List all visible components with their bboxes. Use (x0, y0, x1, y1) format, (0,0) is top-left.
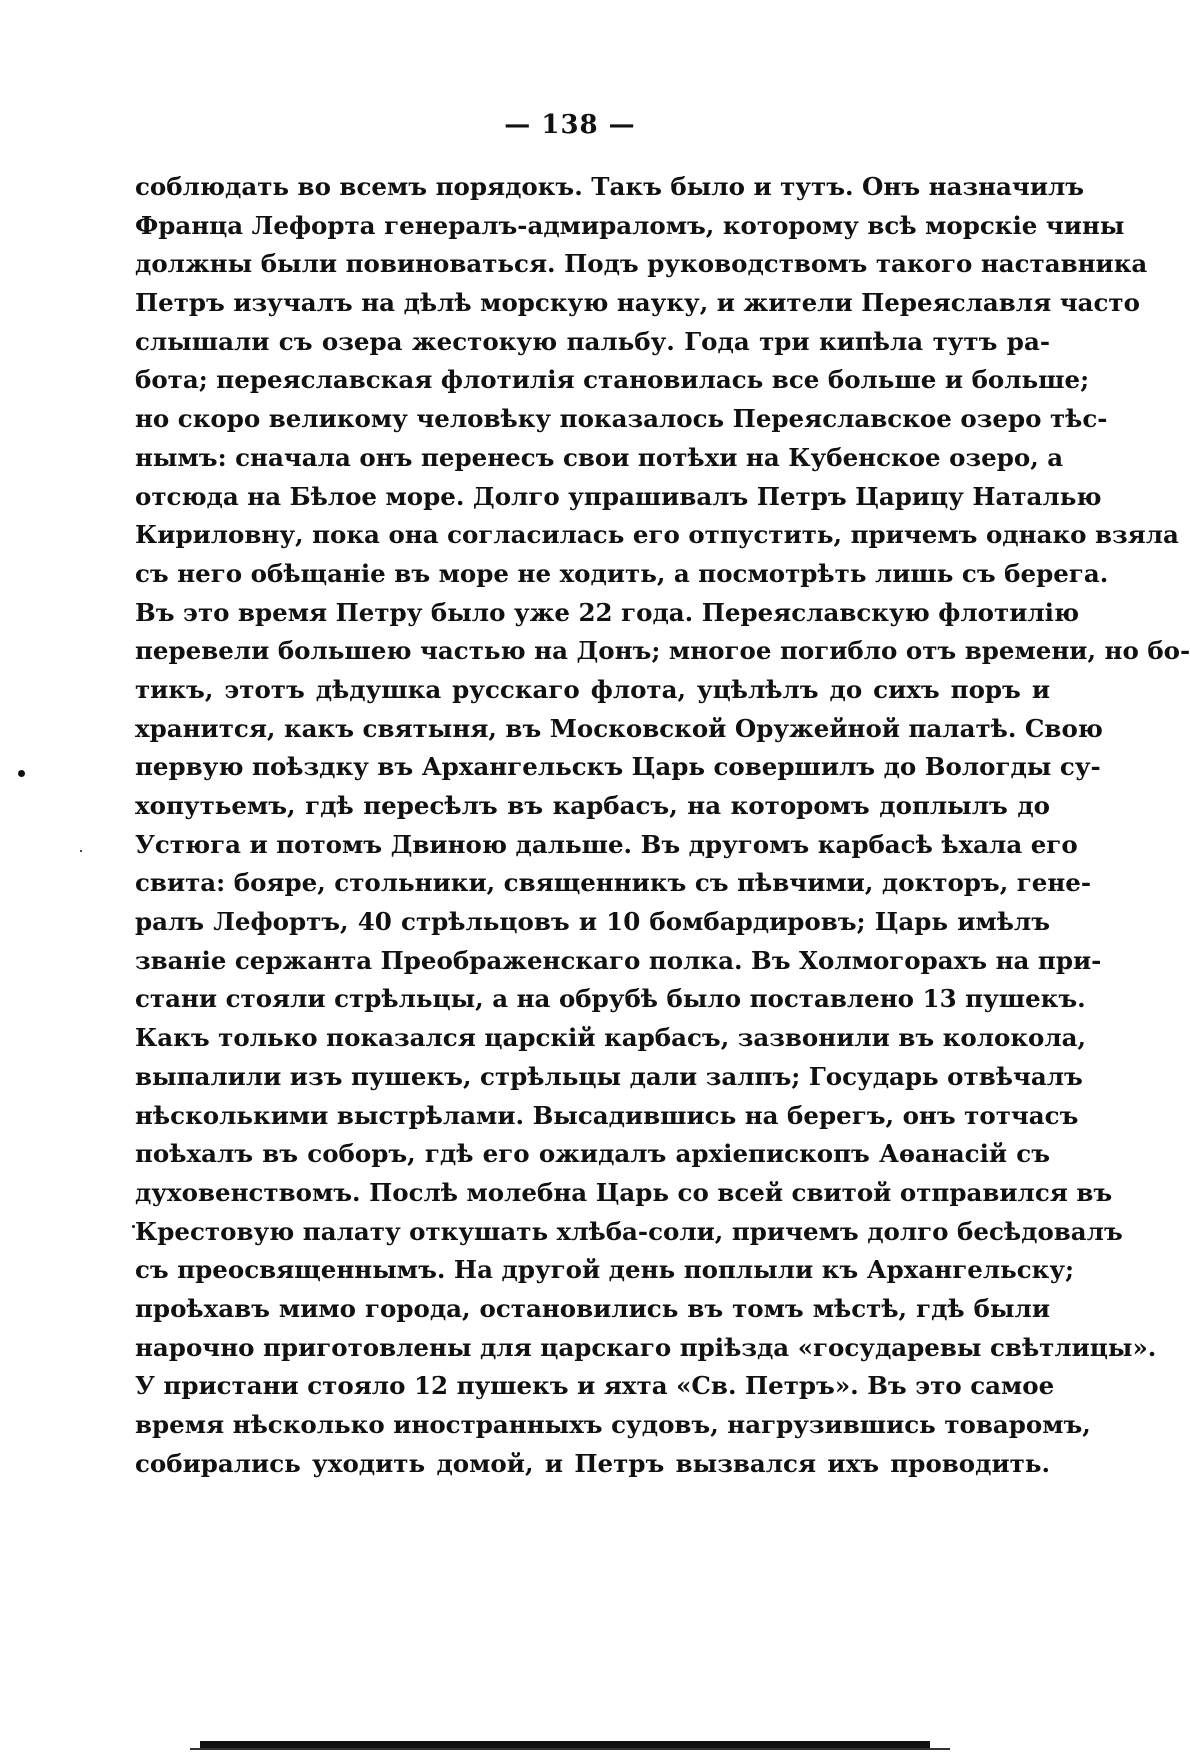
text-line: стани стояли стрѣльцы, а на обрубѣ было поставлено 13 пушекъ. (135, 984, 1086, 1014)
text-line: У пристани стояло 12 пушекъ и яхта «Св. Петръ». Въ это самое (135, 1371, 1055, 1401)
text-line: поѣхалъ въ соборъ, гдѣ его ожидалъ архіепископъ Аѳанасій съ (135, 1139, 1050, 1169)
text-line: соблюдать во всемъ порядокъ. Такъ было и тутъ. Онъ назначилъ (135, 172, 1085, 201)
text-line: тикъ, этотъ дѣдушка русскаго флота, уцѣлѣлъ до сихъ поръ и (135, 674, 1050, 704)
text-line: хранится, какъ святыня, въ Московской Оружейной палатѣ. Свою (135, 713, 1103, 743)
text-line: свита: бояре, стольники, священникъ съ пѣвчими, докторъ, гене- (135, 868, 1092, 898)
text-line: нарочно приготовлены для царскаго пріѣзда «государевы свѣтлицы». (135, 1332, 1157, 1362)
text-line: Устюга и потомъ Двиною дальше. Въ другомъ карбасѣ ѣхала его (135, 829, 1078, 859)
text-line: Въ это время Петру было уже 22 года. Переяславскую флотилію (135, 597, 1080, 627)
text-line: ралъ Лефортъ, 40 стрѣльцовъ и 10 бомбардировъ; Царь имѣлъ (135, 907, 1050, 937)
text-line: нымъ: сначала онъ перенесъ свои потѣхи на Кубенское озеро, а (135, 442, 1064, 472)
text-line: время нѣсколько иностранныхъ судовъ, нагрузившись товаромъ, (135, 1410, 1091, 1439)
text-line: проѣхавъ мимо города, остановились въ томъ мѣстѣ, гдѣ были (135, 1293, 1050, 1323)
text-line: Кириловну, пока она согласилась его отпустить, причемъ однако взяла (135, 520, 1179, 550)
scan-speck (80, 850, 82, 852)
bottom-rule-shadow (190, 1748, 950, 1750)
page-number: — 138 — (504, 110, 636, 140)
bottom-rule (200, 1741, 930, 1748)
text-line: отсюда на Бѣлое море. Долго упрашивалъ Петръ Царицу Наталью (135, 481, 1102, 511)
scan-speck (132, 1225, 135, 1228)
text-line: перевели большею частью на Донъ; многое погибло отъ времени, но бо- (135, 636, 1190, 666)
text-line: съ него обѣщаніе въ море не ходить, а посмотрѣть лишь съ берега. (135, 558, 1109, 588)
text-line: слышали съ озера жестокую пальбу. Года три кипѣла тутъ ра- (135, 326, 1050, 356)
text-line: званіе сержанта Преображенскаго полка. Въ Холмогорахъ на при- (135, 945, 1102, 975)
text-line: съ преосвященнымъ. На другой день поплыли къ Архангельску; (135, 1255, 1075, 1285)
text-line: но скоро великому человѣку показалось Переяславское озеро тѣс- (135, 404, 1108, 434)
text-line: Крестовую палату откушать хлѣба-соли, причемъ долго бесѣдовалъ (135, 1216, 1123, 1246)
text-line: хопутьемъ, гдѣ пересѣлъ въ карбасъ, на которомъ доплылъ до (135, 791, 1050, 820)
text-line: Франца Лефорта генералъ-адмираломъ, которому всѣ морскіе чины (135, 210, 1125, 240)
text-line: Какъ только показался царскій карбасъ, зазвонили въ колокола, (135, 1023, 1087, 1053)
text-line: бота; переяславская флотилія становилась все больше и больше; (135, 365, 1090, 395)
scan-speck (18, 770, 25, 777)
text-line: первую поѣздку въ Архангельскъ Царь совершилъ до Вологды су- (135, 752, 1101, 782)
text-line: Петръ изучалъ на дѣлѣ морскую науку, и жители Переяславля часто (135, 288, 1140, 318)
text-line: духовенствомъ. Послѣ молебна Царь со всей свитой отправился въ (135, 1177, 1113, 1207)
text-line: должны были повиноваться. Подъ руководствомъ такого наставника (135, 249, 1148, 279)
text-line: собирались уходить домой, и Петръ вызвался ихъ проводить. (135, 1448, 1050, 1478)
text-line: выпалили изъ пушекъ, стрѣльцы дали залпъ; Государь отвѣчалъ (135, 1061, 1083, 1091)
body-text (135, 168, 1190, 1483)
text-line: нѣсколькими выстрѣлами. Высадившись на берегъ, онъ тотчасъ (135, 1100, 1079, 1130)
